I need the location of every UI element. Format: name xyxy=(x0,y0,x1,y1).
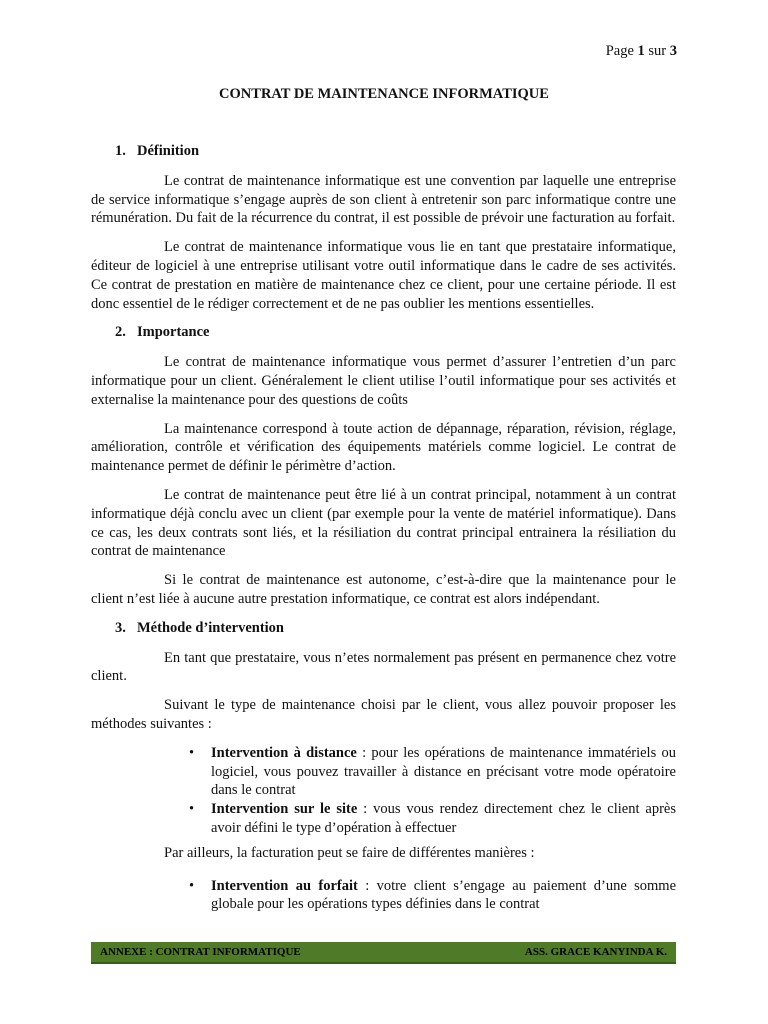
bullet-list-methods xyxy=(91,744,676,838)
paragraph: Le contrat de maintenance informatique vous permet d’assurer l’entretien d’un parc informatique pour un client. Généralement le client utilise l’outil informatique pour ses activités et externalise la maintenance pour des questions de coûts xyxy=(91,354,676,408)
section-title: Importance xyxy=(137,324,210,341)
bullet-label: Intervention au forfait xyxy=(211,877,358,894)
section-number: 1. xyxy=(115,143,126,159)
paragraph: Par ailleurs, la facturation peut se faire de différentes manières : xyxy=(164,844,535,861)
page-number xyxy=(606,43,677,60)
bullet-text: : votre client s’engage au paiement d’une somme globale pour les opérations types définies dans le contrat xyxy=(211,877,677,913)
section-number: 2. xyxy=(115,324,126,341)
paragraph: Le contrat de maintenance informatique est une convention par laquelle une entreprise de service informatique s’engage auprès de son client à entretenir son parc informatique contre une rémunération. Du fait de la récurrence du contrat, il est possible de prévoir une facturation au forfait. xyxy=(91,172,676,227)
list-item xyxy=(211,800,676,838)
bullet-text: : vous vous rendez directement chez le client après avoir défini le type d’opération à effectuer xyxy=(211,801,676,836)
page-label: Page xyxy=(605,43,634,59)
document-body xyxy=(91,142,676,920)
paragraph: Suivant le type de maintenance choisi par le client, vous allez pouvoir proposer les méthodes suivantes : xyxy=(91,697,676,732)
bullet-text: : pour les opérations de maintenance immatériels ou logiciel, vous pouvez travailler à distance en précisant votre mode opératoire dans le contrat xyxy=(211,744,676,799)
bullet-list-billing xyxy=(91,877,676,915)
page-sep: sur xyxy=(648,43,667,59)
section-heading-importance xyxy=(115,323,676,342)
page-current: 1 xyxy=(637,43,645,59)
list-item xyxy=(211,877,676,915)
document-title: CONTRAT DE MAINTENANCE INFORMATIQUE xyxy=(219,86,549,102)
list-item xyxy=(211,744,676,800)
section-title: Méthode d’intervention xyxy=(137,619,284,636)
bullet-label: Intervention à distance xyxy=(211,744,357,761)
section-title: Définition xyxy=(137,143,200,159)
paragraph: Le contrat de maintenance peut être lié à un contrat principal, notamment à un contrat informatique déjà conclu avec un client (par exemple pour la vente de matériel informatique). Dans ce cas, les deux contrats sont liés, et la résiliation du contrat principal entrainera la résiliation du contrat de maintenance xyxy=(91,486,676,560)
page-footer xyxy=(91,942,676,964)
paragraph: La maintenance correspond à toute action de dépannage, réparation, révision, réglage, amélioration, contrôle et vérification des équipements matériels comme logiciel. Le contrat de maintenance permet de définir le périmètre d’action. xyxy=(91,420,676,475)
section-heading-methode xyxy=(115,619,676,638)
section-number: 3. xyxy=(115,619,126,636)
paragraph: Si le contrat de maintenance est autonome, c’est-à-dire que la maintenance pour le client n’est liée à aucune autre prestation informatique, ce contrat est alors indépendant. xyxy=(91,572,676,607)
footer-left: ANNEXE : CONTRAT INFORMATIQUE xyxy=(100,946,301,958)
paragraph: Le contrat de maintenance informatique vous lie en tant que prestataire informatique, éditeur de logiciel à une entreprise utilisant votre outil informatique dans le cadre de ses activités. Ce contrat de prestation en matière de maintenance chez ce client, pour une certaine période. Il est donc essentiel de le rédiger correctement et de ne pas oublier les mentions essentielles. xyxy=(91,239,676,312)
footer-right: ASS. GRACE KANYINDA K. xyxy=(524,946,667,958)
section-heading-definition xyxy=(115,142,676,161)
bullet-label: Intervention sur le site xyxy=(211,801,358,818)
page-total: 3 xyxy=(669,43,677,59)
paragraph: En tant que prestataire, vous n’etes normalement pas présent en permanence chez votre client. xyxy=(91,649,676,685)
